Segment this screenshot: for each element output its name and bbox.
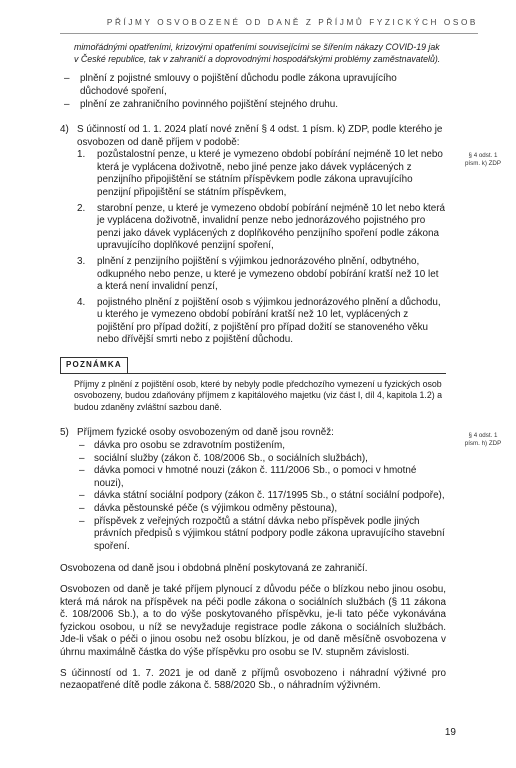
list-item: – dávka státní sociální podpory (zákon č. 117/1995 Sb., o státní sociální podpoře),: [77, 490, 446, 503]
section-4-number: 4): [60, 123, 69, 135]
list-item: – plnění z pojistné smlouvy o pojištění důchodu podle zákona upravujícího důchodové spoření,: [60, 73, 446, 98]
list-item: [77, 203, 446, 253]
section-4-list: [77, 149, 446, 347]
note-label: POZNÁMKA: [60, 357, 128, 374]
paragraph-foreign-benefits: Osvobozena od daně jsou i obdobná plnění poskytovaná ze zahraničí.: [60, 563, 368, 575]
list-item: [77, 149, 446, 199]
item-text: starobní penze, u které je vymezeno období pobírání nejméně 10 let nebo která je vyplácena doživotně, invalidní penze nebo jednorázového pojistného pro penzi jako dávek vyplácených z doplňkového penzijního spoření podle zákona upravujícího doplňkové penzijní spoření,: [97, 202, 446, 252]
item-number: 2.: [77, 202, 86, 214]
section-5-list: [77, 440, 446, 553]
intro-italic-text: mimořádnými opatřeními, krizovými opatřeními souvisejícími se šířením nákazy COVID-19 jak v České republice, tak v zahraničí a doprovodnými hospodářskými problémy zaměstnavatelů).: [74, 42, 441, 64]
top-dash-list: [60, 73, 446, 112]
page-number: 19: [444, 727, 456, 738]
item-text: plnění z penzijního pojištění s výjimkou jednorázového plnění, odbytného, odkupného nebo penze, u které je vymezeno období pobírání kratší než 10 let a která není invalidní penzí,: [97, 255, 439, 293]
section-4: [60, 124, 446, 347]
section-5-number: 5): [60, 427, 69, 439]
running-header: [60, 14, 478, 34]
item-number: 3.: [77, 255, 86, 267]
running-header-title: PŘÍJMY OSVOBOZENÉ OD DANĚ Z PŘÍJMŮ FYZICKÝCH OSOB: [106, 18, 478, 27]
item-number: 1.: [77, 149, 86, 161]
paragraph-care-allowance: Osvobozen od daně je také příjem plynoucí z důvodu péče o blízkou nebo jinou osobu, která má nárok na příspěvek na péči podle zákona o sociálních službách (§ 11 zákona č. 108/2006 Sb.), a to do výše poskytovaného příspěvku, je-li tato péče vykonávána fyzickou osobou, u níž se nevyžaduje registrace podle zákona o sociálních službách. Jde-li však o péči o jinou osobu než osobu blízkou, je od daně měsíčně osvobozena v úhrnu maximálně částka do výše příspěvku pro osobu se IV. stupněm závislosti.: [60, 583, 446, 658]
header-divider: [60, 33, 478, 34]
section-5-lead: Příjmem fyzické osoby osvobozeným od daně jsou rovněž:: [77, 427, 334, 439]
section-4-lead: S účinností od 1. 1. 2024 platí nové znění § 4 odst. 1 písm. k) ZDP, podle kterého je osvobozen od daně příjem v podobě:: [77, 123, 443, 148]
list-item: – dávka pro osobu se zdravotním postižením,: [77, 440, 446, 453]
note-text: Příjmy z plnění z pojištění osob, které by nebyly podle předchozího vymezení u fyzických osob osvobozeny, budou zdaňovány příjmem z kapitálového majetku (viz část I, díl 4, kapitola 1.2) a budou zdaněny zvláštní sazbou daně.: [74, 378, 443, 412]
list-item: – dávka pěstounské péče (s výjimkou odměny pěstouna),: [77, 503, 446, 516]
item-text: pojistného plnění z pojištění osob s výjimkou jednorázového plnění a důchodu, u kterého je vymezeno období pobírání kratší než 10 let, vyplácených z pojištění pro případ dožití, z pojištění pro případ dožití se stanoveného věku nebo dřívější smrti nebo z pojištění důchodu.: [97, 296, 441, 346]
item-text: pozůstalostní penze, u které je vymezeno období pobírání nejméně 10 let nebo která je vyplácena doživotně, nebo jiné penze jako dávek vyplácených z penzijního připojištění se státním příspěvkem podle zákona upravujícího penzijní připojištění se státním příspěvkem,: [97, 149, 443, 198]
margin-note-section-4: § 4 odst. 1 písm. k) ZDP: [464, 152, 502, 167]
page-body: [60, 42, 446, 701]
item-number: 4.: [77, 296, 86, 308]
list-item: – sociální služby (zákon č. 108/2006 Sb., o sociálních službách),: [77, 453, 446, 466]
margin-note-section-5: § 4 odst. 1 písm. h) ZDP: [464, 432, 502, 447]
note-box: [60, 357, 446, 413]
list-item: [77, 297, 446, 347]
list-item: – dávka pomoci v hmotné nouzi (zákon č. 111/2006 Sb., o pomoci v hmotné nouzi),: [77, 465, 446, 490]
list-item: – plnění ze zahraničního povinného pojištění stejného druhu.: [60, 99, 446, 112]
list-item: [77, 256, 446, 294]
list-item: – příspěvek z veřejných rozpočtů a státní dávka nebo příspěvek podle jiných právních předpisů s výjimkou státní podpory podle zákona upravujícího stavební spoření.: [77, 516, 446, 554]
paragraph-substitute-maintenance: S účinností od 1. 7. 2021 je od daně z příjmů osvobozeno i náhradní výživné pro nezaopatřené dítě podle zákona č. 588/2020 Sb., o náhradním výživném.: [60, 667, 446, 692]
section-5: [60, 427, 446, 553]
